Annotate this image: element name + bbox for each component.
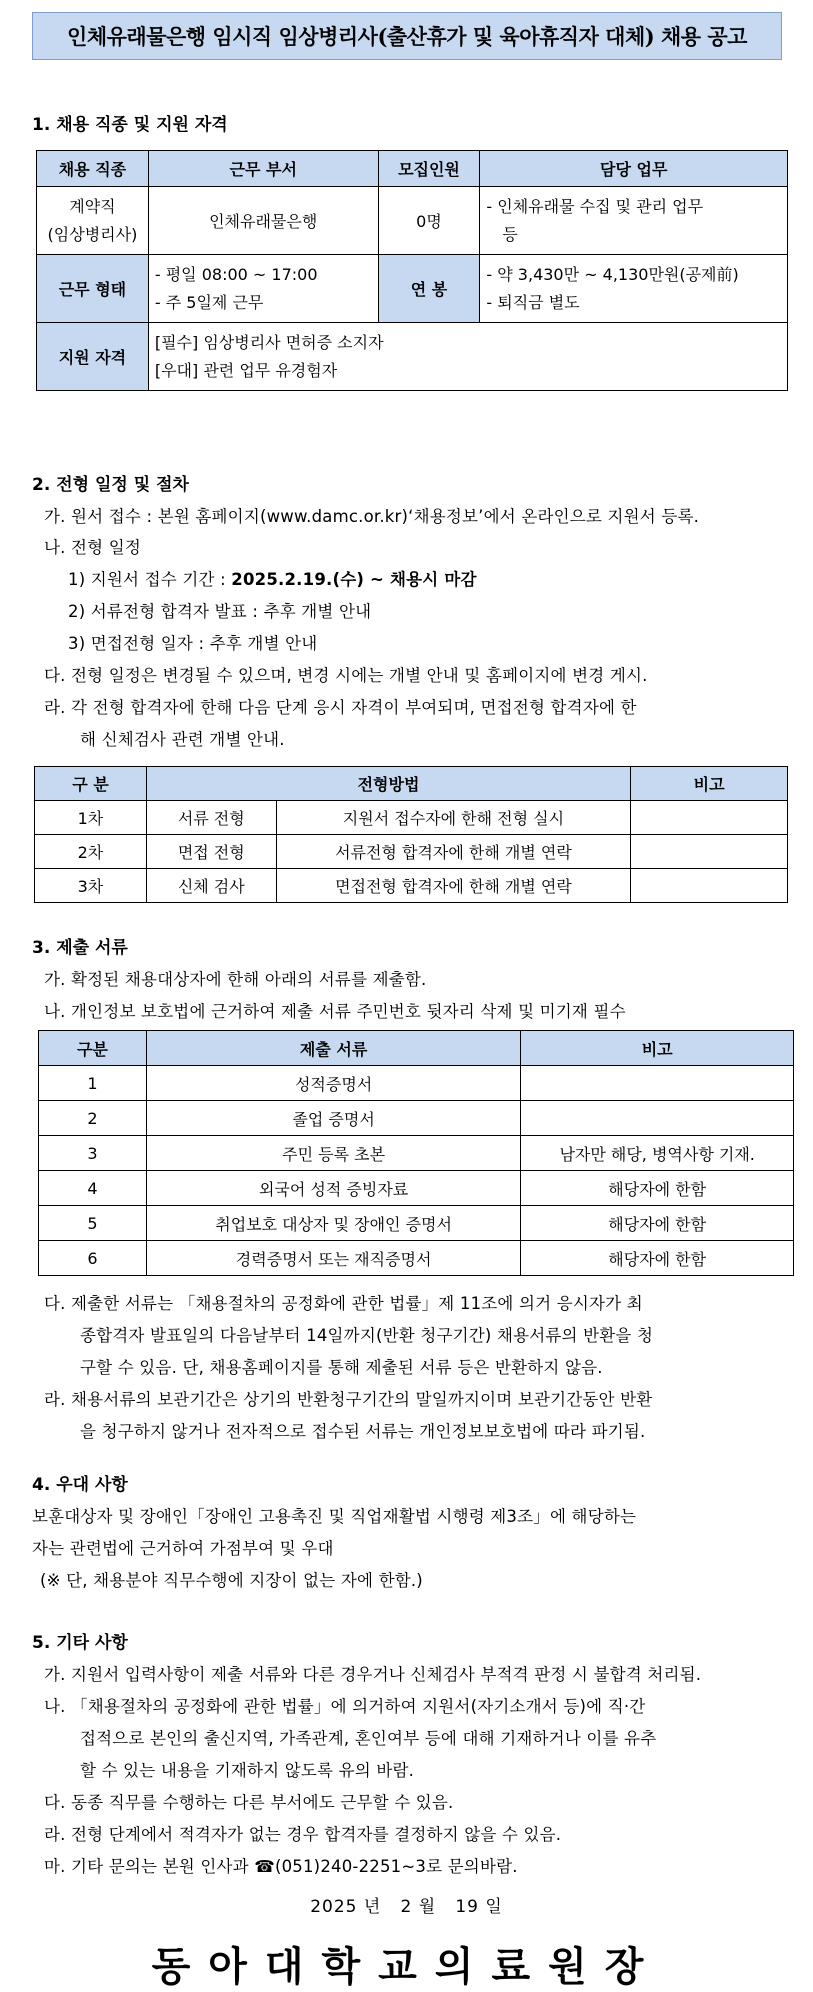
- misc-line-3: 접적으로 본인의 출신지역, 가족관계, 혼인여부 등에 대해 기재하거나 이를 유추: [80, 1729, 657, 1748]
- preference-note: (※ 단, 채용분야 직무수행에 지장이 없는 자에 한함.): [40, 1571, 423, 1590]
- table-row: 2 졸업 증명서: [39, 1101, 794, 1136]
- table-row: 5 취업보호 대상자 및 장애인 증명서 해당자에 한함: [39, 1206, 794, 1241]
- header-remark: 비고: [631, 767, 788, 801]
- misc-line-1: 가. 지원서 입력사항이 제출 서류와 다른 경우거나 신체검사 부적격 판정 시 불합격 처리됨.: [44, 1665, 702, 1684]
- table-row: 1 성적증명서: [39, 1066, 794, 1101]
- table-row: 4 외국어 성적 증빙자료 해당자에 한함: [39, 1171, 794, 1206]
- table-row: 6 경력증명서 또는 재직증명서 해당자에 한함: [39, 1241, 794, 1276]
- count-cell: 0명: [378, 187, 480, 255]
- table-row: 3차 신체 검사 면접전형 합격자에 한해 개별 연락: [35, 869, 788, 903]
- work-form-cell: - 평일 08:00 ~ 17:00 - 주 5일제 근무: [148, 255, 378, 323]
- process-table: [34, 766, 788, 903]
- section-4-heading: 4. 우대 사항: [32, 1475, 128, 1495]
- header-duty: 담당 업무: [480, 151, 788, 187]
- schedule-item-3: 3) 면접전형 일자 : 추후 개별 안내: [68, 634, 318, 653]
- header-job-type: 채용 직종: [37, 151, 149, 187]
- table-row: 2차 면접 전형 서류전형 합격자에 한해 개별 연락: [35, 835, 788, 869]
- duty-cell: - 인체유래물 수집 및 관리 업무 등: [480, 187, 788, 255]
- table-row: 1차 서류 전형 지원서 접수자에 한해 전형 실시: [35, 801, 788, 835]
- salary-cell: - 약 3,430만 ~ 4,130만원(공제前) - 퇴직금 별도: [480, 255, 788, 323]
- misc-line-6: 라. 전형 단계에서 적격자가 없는 경우 합격자를 결정하지 않을 수 있음.: [44, 1825, 562, 1844]
- salary-label: 연 봉: [378, 255, 480, 323]
- signature: 동아대학교의료원장: [151, 1943, 662, 1990]
- misc-line-4: 할 수 있는 내용을 기재하지 않도록 유의 바람.: [80, 1761, 415, 1780]
- header-step: 구 분: [35, 767, 147, 801]
- preference-line-1: 보훈대상자 및 장애인「장애인 고용촉진 및 직업재활법 시행령 제3조」에 해당하는: [32, 1507, 637, 1526]
- schedule-line: 나. 전형 일정: [44, 538, 142, 557]
- job-table: [36, 150, 788, 391]
- qualification-cell: [필수] 임상병리사 면허증 소지자 [우대] 관련 업무 유경험자: [148, 323, 787, 391]
- table-row: 3 주민 등록 초본 남자만 해당, 병역사항 기재.: [39, 1136, 794, 1171]
- job-type-cell: 계약직 (임상병리사): [37, 187, 149, 255]
- schedule-item-1: 1) 지원서 접수 기간 : 2025.2.19.(수) ~ 채용시 마감: [68, 570, 477, 589]
- header-document: 제출 서류: [146, 1031, 520, 1066]
- header-count: 모집인원: [378, 151, 480, 187]
- schedule-note-1: 다. 전형 일정은 변경될 수 있으며, 변경 시에는 개별 안내 및 홈페이지에 변경 게시.: [44, 666, 648, 685]
- notice-date: 2025 년 2 월 19 일: [310, 1897, 503, 1917]
- schedule-item-2: 2) 서류전형 합격자 발표 : 추후 개별 안내: [68, 602, 372, 621]
- retention-policy-1: 라. 채용서류의 보관기간은 상기의 반환청구기간의 말일까지이며 보관기간동안 반환: [44, 1390, 653, 1409]
- section-2-heading: 2. 전형 일정 및 절차: [32, 475, 189, 495]
- return-policy-3: 구할 수 있음. 단, 채용홈페이지를 통해 제출된 서류 등은 반환하지 않음.: [80, 1358, 603, 1377]
- misc-line-7: 마. 기타 문의는 본원 인사과 ☎(051)240-2251~3로 문의바람.: [44, 1857, 518, 1876]
- schedule-note-2: 라. 각 전형 합격자에 한해 다음 단계 응시 자격이 부여되며, 면접전형 합격자에 한: [44, 698, 637, 717]
- preference-line-2: 자는 관련법에 근거하여 가점부여 및 우대: [32, 1539, 334, 1558]
- department-cell: 인체유래물은행: [148, 187, 378, 255]
- return-policy-1: 다. 제출한 서류는 「채용절차의 공정화에 관한 법률」제 11조에 의거 응시자가 최: [44, 1294, 643, 1313]
- header-note: 비고: [521, 1031, 794, 1066]
- section-1-heading: 1. 채용 직종 및 지원 자격: [32, 115, 228, 135]
- header-department: 근무 부서: [148, 151, 378, 187]
- work-form-label: 근무 형태: [37, 255, 149, 323]
- documents-line-1: 가. 확정된 채용대상자에 한해 아래의 서류를 제출함.: [44, 970, 427, 989]
- section-3-heading: 3. 제출 서류: [32, 938, 128, 958]
- retention-policy-2: 을 청구하지 않거나 전자적으로 접수된 서류는 개인정보보호법에 따라 파기됨.: [80, 1422, 646, 1441]
- documents-table: [38, 1030, 794, 1276]
- misc-line-2: 나. 「채용절차의 공정화에 관한 법률」에 의거하여 지원서(자기소개서 등)에 직·간: [44, 1697, 646, 1716]
- return-policy-2: 종합격자 발표일의 다음날부터 14일까지(반환 청구기간) 채용서류의 반환을 청: [80, 1326, 654, 1345]
- notice-title: 인체유래물은행 임시직 임상병리사(출산휴가 및 육아휴직자 대체) 채용 공고: [32, 12, 782, 60]
- qualification-label: 지원 자격: [37, 323, 149, 391]
- schedule-note-2-cont: 해 신체검사 관련 개별 안내.: [80, 730, 285, 749]
- application-line: 가. 원서 접수 : 본원 홈페이지(www.damc.or.kr)‘채용정보’에서 온라인으로 지원서 등록.: [44, 507, 700, 526]
- documents-line-2: 나. 개인정보 보호법에 근거하여 제출 서류 주민번호 뒷자리 삭제 및 미기재 필수: [44, 1002, 626, 1021]
- misc-line-5: 다. 동종 직무를 수행하는 다른 부서에도 근무할 수 있음.: [44, 1793, 454, 1812]
- section-5-heading: 5. 기타 사항: [32, 1633, 128, 1653]
- header-no: 구분: [39, 1031, 147, 1066]
- header-method: 전형방법: [146, 767, 630, 801]
